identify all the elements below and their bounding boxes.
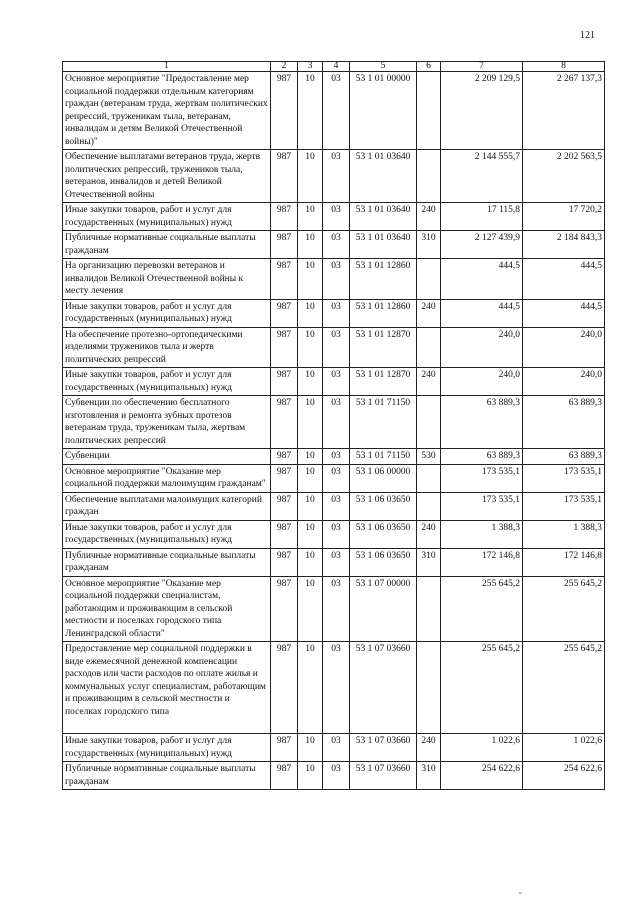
table-row — [63, 449, 605, 465]
section-cell: 10 — [298, 642, 323, 734]
table-row — [63, 259, 605, 300]
amount-year1-cell: 1 388,3 — [441, 520, 523, 548]
amount-year2-cell: 1 388,3 — [523, 520, 605, 548]
row-name-cell: Обеспечение выплатами малоимущих категорий граждан — [63, 492, 271, 520]
amount-year1-cell: 254 622,6 — [441, 762, 523, 790]
amount-year2-cell: 63 889,3 — [523, 449, 605, 465]
section-cell: 10 — [298, 231, 323, 259]
row-name-cell: Основное мероприятие "Предоставление мер социальной поддержки отдельным категориям граждан (ветеранам труда, жертвам политических репрессий, труженикам тыла, ветеранам, инвалидам и детям Великой Отечественной войны)" — [63, 72, 271, 150]
subsection-cell: 03 — [323, 464, 350, 492]
table-row — [63, 327, 605, 368]
expense-type-cell: 310 — [417, 762, 441, 790]
target-article-cell: 53 1 06 03650 — [350, 492, 417, 520]
amount-year1-cell: 172 146,8 — [441, 548, 523, 576]
amount-year1-cell: 240,0 — [441, 327, 523, 368]
column-header: 5 — [350, 62, 417, 72]
expense-type-cell — [417, 259, 441, 300]
row-name-cell: Предоставление мер социальной поддержки в виде ежемесячной денежной компенсации расходов или части расходов по оплате жилья и коммунальных услуг специалистам, работающим и проживающим в сельской местности и поселках городского типа — [63, 642, 271, 734]
column-header: 8 — [523, 62, 605, 72]
target-article-cell: 53 1 01 03640 — [350, 150, 417, 203]
table-row — [63, 734, 605, 762]
subsection-cell: 03 — [323, 492, 350, 520]
section-cell: 10 — [298, 203, 323, 231]
table-row — [63, 548, 605, 576]
amount-year2-cell: 240,0 — [523, 368, 605, 396]
subsection-cell: 03 — [323, 327, 350, 368]
target-article-cell: 53 1 01 12860 — [350, 299, 417, 327]
target-article-cell: 53 1 01 03640 — [350, 231, 417, 259]
row-name-cell: Иные закупки товаров, работ и услуг для государственных (муниципальных) нужд — [63, 734, 271, 762]
subsection-cell: 03 — [323, 150, 350, 203]
expense-type-cell: 240 — [417, 734, 441, 762]
target-article-cell: 53 1 07 00000 — [350, 576, 417, 642]
row-name-cell: Иные закупки товаров, работ и услуг для государственных (муниципальных) нужд — [63, 520, 271, 548]
expense-type-cell — [417, 327, 441, 368]
scan-mark: ⌄ — [517, 887, 524, 896]
amount-year1-cell: 173 535,1 — [441, 492, 523, 520]
section-cell: 10 — [298, 72, 323, 150]
amount-year2-cell: 240,0 — [523, 327, 605, 368]
amount-year2-cell: 2 202 563,5 — [523, 150, 605, 203]
expense-type-cell — [417, 576, 441, 642]
expense-type-cell — [417, 396, 441, 449]
row-name-cell: Иные закупки товаров, работ и услуг для государственных (муниципальных) нужд — [63, 299, 271, 327]
expense-type-cell — [417, 72, 441, 150]
row-name-cell: На обеспечение протезно-ортопедическими изделиями тружеников тыла и жертв политических репрессий — [63, 327, 271, 368]
target-article-cell: 53 1 01 71150 — [350, 396, 417, 449]
section-cell: 10 — [298, 368, 323, 396]
column-header: 4 — [323, 62, 350, 72]
amount-year1-cell: 1 022,6 — [441, 734, 523, 762]
amount-year2-cell: 2 267 137,3 — [523, 72, 605, 150]
expense-type-cell — [417, 464, 441, 492]
ministry-code-cell: 987 — [271, 492, 298, 520]
subsection-cell: 03 — [323, 259, 350, 300]
amount-year2-cell: 173 535,1 — [523, 492, 605, 520]
row-name-cell: Основное мероприятие "Оказание мер социальной поддержки специалистам, работающим и проживающим в сельской местности и поселках городского типа Ленинградской области" — [63, 576, 271, 642]
expense-type-cell: 240 — [417, 368, 441, 396]
expense-type-cell — [417, 150, 441, 203]
ministry-code-cell: 987 — [271, 464, 298, 492]
amount-year1-cell: 444,5 — [441, 259, 523, 300]
header-row — [63, 62, 605, 72]
ministry-code-cell: 987 — [271, 520, 298, 548]
amount-year1-cell: 2 144 555,7 — [441, 150, 523, 203]
column-header: 2 — [271, 62, 298, 72]
target-article-cell: 53 1 07 03660 — [350, 642, 417, 734]
row-name-cell: Иные закупки товаров, работ и услуг для государственных (муниципальных) нужд — [63, 368, 271, 396]
target-article-cell: 53 1 06 03650 — [350, 548, 417, 576]
target-article-cell: 53 1 01 00000 — [350, 72, 417, 150]
section-cell: 10 — [298, 548, 323, 576]
section-cell: 10 — [298, 464, 323, 492]
amount-year2-cell: 1 022,6 — [523, 734, 605, 762]
target-article-cell: 53 1 01 12870 — [350, 327, 417, 368]
section-cell: 10 — [298, 492, 323, 520]
amount-year2-cell: 255 645,2 — [523, 642, 605, 734]
expense-type-cell: 310 — [417, 231, 441, 259]
amount-year1-cell: 2 127 439,9 — [441, 231, 523, 259]
target-article-cell: 53 1 06 00000 — [350, 464, 417, 492]
ministry-code-cell: 987 — [271, 231, 298, 259]
row-name-cell: На организацию перевозки ветеранов и инвалидов Великой Отечественной войны к месту лечения — [63, 259, 271, 300]
table-row — [63, 762, 605, 790]
subsection-cell: 03 — [323, 368, 350, 396]
subsection-cell: 03 — [323, 642, 350, 734]
expense-type-cell: 240 — [417, 299, 441, 327]
row-name-cell: Публичные нормативные социальные выплаты гражданам — [63, 762, 271, 790]
ministry-code-cell: 987 — [271, 72, 298, 150]
section-cell: 10 — [298, 449, 323, 465]
table-row — [63, 72, 605, 150]
ministry-code-cell: 987 — [271, 368, 298, 396]
section-cell: 10 — [298, 762, 323, 790]
amount-year2-cell: 173 535,1 — [523, 464, 605, 492]
row-name-cell: Публичные нормативные социальные выплаты гражданам — [63, 231, 271, 259]
ministry-code-cell: 987 — [271, 734, 298, 762]
amount-year1-cell: 240,0 — [441, 368, 523, 396]
subsection-cell: 03 — [323, 520, 350, 548]
target-article-cell: 53 1 07 03660 — [350, 734, 417, 762]
column-header: 1 — [63, 62, 271, 72]
subsection-cell: 03 — [323, 72, 350, 150]
ministry-code-cell: 987 — [271, 150, 298, 203]
amount-year2-cell: 2 184 843,3 — [523, 231, 605, 259]
row-name-cell: Публичные нормативные социальные выплаты гражданам — [63, 548, 271, 576]
ministry-code-cell: 987 — [271, 203, 298, 231]
ministry-code-cell: 987 — [271, 548, 298, 576]
budget-table — [62, 61, 605, 790]
subsection-cell: 03 — [323, 762, 350, 790]
row-name-cell: Субвенции по обеспечению бесплатного изготовления и ремонта зубных протезов ветеранам труда, труженикам тыла, жертвам политических репрессий — [63, 396, 271, 449]
ministry-code-cell: 987 — [271, 762, 298, 790]
amount-year1-cell: 255 645,2 — [441, 642, 523, 734]
subsection-cell: 03 — [323, 299, 350, 327]
table-row — [63, 576, 605, 642]
subsection-cell: 03 — [323, 203, 350, 231]
ministry-code-cell: 987 — [271, 642, 298, 734]
column-header: 7 — [441, 62, 523, 72]
subsection-cell: 03 — [323, 231, 350, 259]
amount-year1-cell: 17 115,8 — [441, 203, 523, 231]
ministry-code-cell: 987 — [271, 259, 298, 300]
amount-year2-cell: 444,5 — [523, 299, 605, 327]
subsection-cell: 03 — [323, 734, 350, 762]
table-row — [63, 368, 605, 396]
table-row — [63, 150, 605, 203]
row-name-cell: Обеспечение выплатами ветеранов труда, жертв политических репрессий, тружеников тыла, ветеранов, инвалидов и детей Великой Отечественной войны — [63, 150, 271, 203]
target-article-cell: 53 1 01 03640 — [350, 203, 417, 231]
table-row — [63, 299, 605, 327]
amount-year2-cell: 17 720,2 — [523, 203, 605, 231]
ministry-code-cell: 987 — [271, 327, 298, 368]
table-row — [63, 642, 605, 734]
subsection-cell: 03 — [323, 576, 350, 642]
column-header: 6 — [417, 62, 441, 72]
expense-type-cell — [417, 492, 441, 520]
amount-year1-cell: 173 535,1 — [441, 464, 523, 492]
row-name-cell: Основное мероприятие "Оказание мер социальной поддержки малоимущим гражданам" — [63, 464, 271, 492]
amount-year1-cell: 63 889,3 — [441, 396, 523, 449]
section-cell: 10 — [298, 327, 323, 368]
expense-type-cell: 310 — [417, 548, 441, 576]
amount-year1-cell: 2 209 129,5 — [441, 72, 523, 150]
table-row — [63, 492, 605, 520]
column-header: 3 — [298, 62, 323, 72]
amount-year1-cell: 63 889,3 — [441, 449, 523, 465]
subsection-cell: 03 — [323, 396, 350, 449]
row-name-cell: Субвенции — [63, 449, 271, 465]
row-name-cell: Иные закупки товаров, работ и услуг для государственных (муниципальных) нужд — [63, 203, 271, 231]
table-row — [63, 203, 605, 231]
subsection-cell: 03 — [323, 449, 350, 465]
section-cell: 10 — [298, 396, 323, 449]
target-article-cell: 53 1 01 71150 — [350, 449, 417, 465]
subsection-cell: 03 — [323, 548, 350, 576]
ministry-code-cell: 987 — [271, 299, 298, 327]
ministry-code-cell: 987 — [271, 449, 298, 465]
amount-year2-cell: 255 645,2 — [523, 576, 605, 642]
expense-type-cell — [417, 642, 441, 734]
target-article-cell: 53 1 06 03650 — [350, 520, 417, 548]
section-cell: 10 — [298, 299, 323, 327]
amount-year2-cell: 254 622,6 — [523, 762, 605, 790]
table-row — [63, 520, 605, 548]
table-row — [63, 464, 605, 492]
expense-type-cell: 240 — [417, 520, 441, 548]
section-cell: 10 — [298, 520, 323, 548]
page-number: 121 — [580, 30, 595, 41]
table-row — [63, 231, 605, 259]
target-article-cell: 53 1 07 03660 — [350, 762, 417, 790]
section-cell: 10 — [298, 734, 323, 762]
target-article-cell: 53 1 01 12860 — [350, 259, 417, 300]
amount-year2-cell: 63 889,3 — [523, 396, 605, 449]
section-cell: 10 — [298, 150, 323, 203]
amount-year2-cell: 172 146,8 — [523, 548, 605, 576]
amount-year1-cell: 444,5 — [441, 299, 523, 327]
table-row — [63, 396, 605, 449]
section-cell: 10 — [298, 259, 323, 300]
ministry-code-cell: 987 — [271, 576, 298, 642]
amount-year2-cell: 444,5 — [523, 259, 605, 300]
amount-year1-cell: 255 645,2 — [441, 576, 523, 642]
section-cell: 10 — [298, 576, 323, 642]
target-article-cell: 53 1 01 12870 — [350, 368, 417, 396]
ministry-code-cell: 987 — [271, 396, 298, 449]
expense-type-cell: 240 — [417, 203, 441, 231]
expense-type-cell: 530 — [417, 449, 441, 465]
